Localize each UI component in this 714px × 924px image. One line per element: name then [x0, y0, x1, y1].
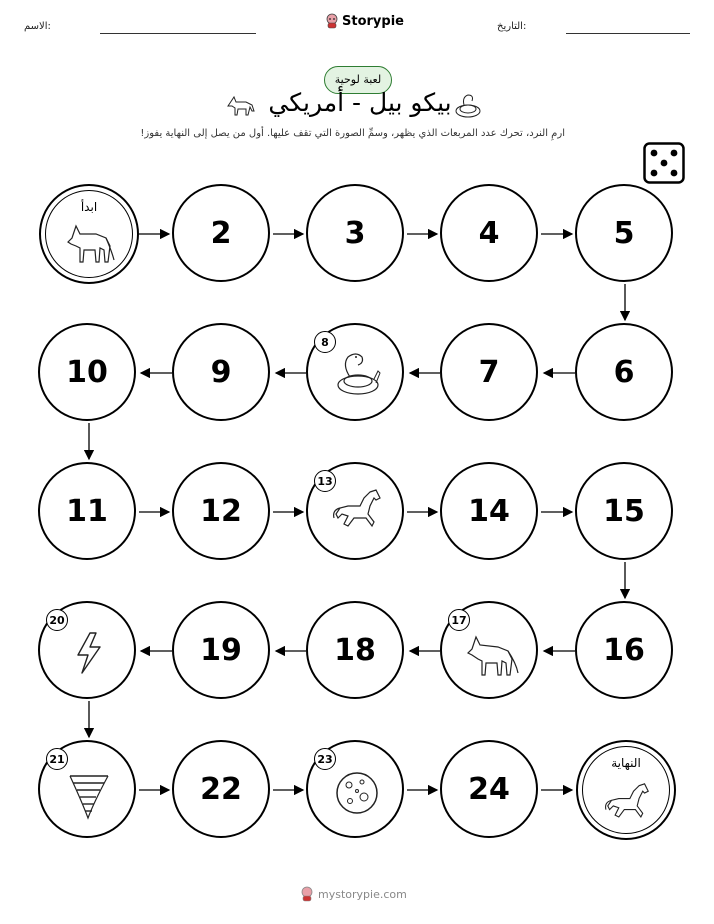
space-number-23: 23 [314, 748, 336, 770]
board-space-7: 7 [440, 323, 538, 421]
storypie-mascot-icon [300, 886, 314, 902]
board-space-10: 10 [38, 323, 136, 421]
board-space-15: 15 [575, 462, 673, 560]
board-space-12: 12 [172, 462, 270, 560]
coyote-icon [66, 222, 116, 268]
game-type-badge: لعبة لوحية [324, 66, 392, 94]
space-number-13: 13 [314, 470, 336, 492]
space-number-8: 8 [314, 331, 336, 353]
board-space-3: 3 [306, 184, 404, 282]
footer-url[interactable]: mystorypie.com [318, 887, 407, 901]
board-space-6: 6 [575, 323, 673, 421]
horse-icon [602, 782, 654, 828]
page-title: بيكو بيل - أمريكي [268, 88, 452, 117]
name-label: الاسم: [24, 21, 51, 32]
date-label: التاريخ: [497, 21, 527, 32]
lightning-icon [74, 631, 104, 675]
board-space-2: 2 [172, 184, 270, 282]
board-space-9: 9 [172, 323, 270, 421]
start-space [39, 184, 139, 284]
board-space-19: 19 [172, 601, 270, 699]
footer [300, 886, 420, 902]
finish-space [576, 740, 676, 840]
space-number-17: 17 [448, 609, 470, 631]
board-space-4: 4 [440, 184, 538, 282]
board-space-16: 16 [575, 601, 673, 699]
horse-icon [330, 488, 386, 538]
instructions-text: ارمِ النرد، تحرك عدد المربعات الذي يظهر، وسمِّ الصورة التي تقف عليها. أول من يصل إلى النهاية يفوز! [140, 128, 565, 139]
finish-label: النهاية [611, 756, 641, 770]
rattlesnake-icon [332, 347, 384, 401]
board-space-18: 18 [306, 601, 404, 699]
board-space-11: 11 [38, 462, 136, 560]
coyote-icon [466, 635, 520, 679]
board-space-14: 14 [440, 462, 538, 560]
board-space-22: 22 [172, 740, 270, 838]
brand-name: Storypie [342, 13, 404, 29]
board-space-24: 24 [440, 740, 538, 838]
space-number-21: 21 [46, 748, 68, 770]
tornado-icon [68, 772, 110, 820]
space-number-20: 20 [46, 609, 68, 631]
moon-icon [334, 770, 380, 816]
board-space-5: 5 [575, 184, 673, 282]
start-label: ابدأ [80, 200, 98, 214]
